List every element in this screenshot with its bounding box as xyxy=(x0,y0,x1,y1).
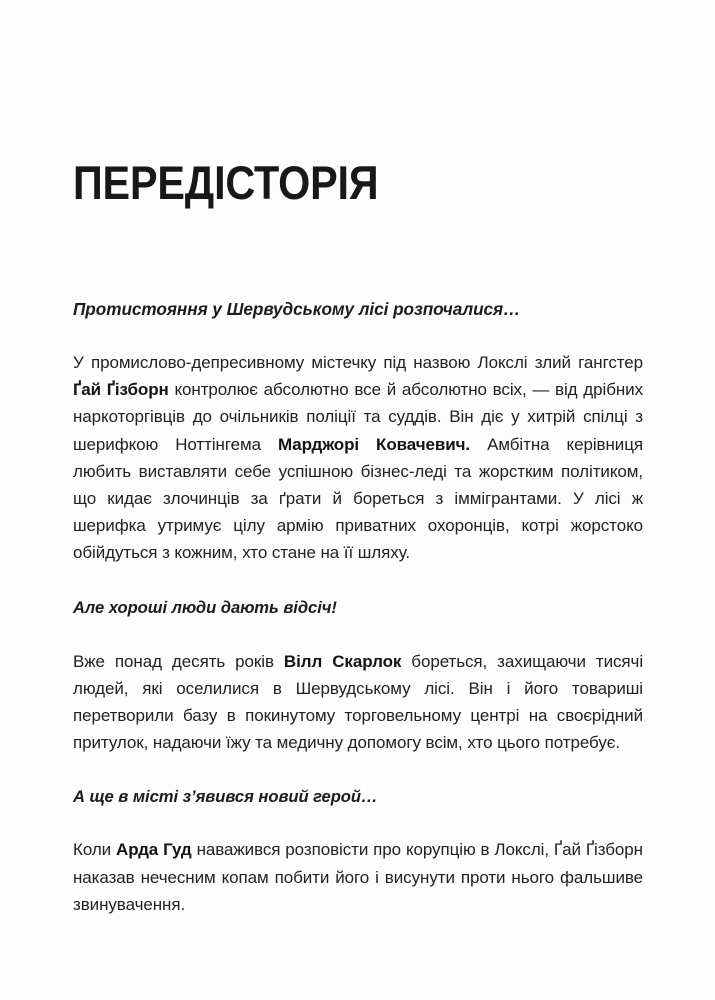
paragraph-2 xyxy=(73,648,643,757)
character-name-will-scarlok: Вілл Скарлок xyxy=(283,651,402,671)
chapter-title: ПЕРЕДІСТОРІЯ xyxy=(73,156,379,209)
spacer xyxy=(73,621,643,648)
paragraph-1-segment-3: Амбітна керівниця любить виставляти себе успішною бізнес-леді та жорстким політиком, що кидає злочинців за ґрати й бореться з іммігрантами. У лісі ж шерифка утримує цілу армію приватних охоронців, котрі жорстоко обійдуться з кожним, хто стане на її шляху. xyxy=(73,434,643,563)
paragraph-1 xyxy=(73,349,643,567)
character-name-guy-gisborne: Ґай Ґізборн xyxy=(73,380,169,400)
paragraph-2-segment-2: бореться, захищаючи тисячі людей, які оселилися в Шервудському лісі. Він і його товариші перетворили базу в покинутому торговельному центрі на своєрідний притулок, надаючи їжу та медичну допомогу всім, хто цього потребує. xyxy=(73,651,644,753)
spacer xyxy=(73,756,643,783)
paragraph-3-segment-1: Коли xyxy=(73,840,116,860)
lede-paragraph: Протистояння у Шервудському лісі розпочалися… xyxy=(73,299,521,319)
subheading-3: А ще в місті з’явився новий герой… xyxy=(73,787,378,807)
character-name-arda-hud: Арда Гуд xyxy=(116,840,192,860)
paragraph-3-segment-2: наважився розповісти про корупцію в Локслі, Ґай Ґізборн наказав нечесним копам побити його і висунути проти нього фальшиве звинувачення. xyxy=(73,840,643,914)
character-name-marjorie-kovachevych: Марджорі Ковачевич. xyxy=(277,434,471,454)
body-text-block xyxy=(73,296,643,918)
paragraph-1-segment-2: контролює абсолютно все й абсолютно всіх, — від дрібних наркоторгівців до очільників поліції та суддів. Він діє у хитрій спілці з шерифкою Ноттінгема xyxy=(73,380,643,454)
spacer xyxy=(73,810,643,836)
spacer xyxy=(73,323,643,349)
subheading-2: Але хороші люди дають відсіч! xyxy=(73,597,337,617)
paragraph-1-segment-1: У промислово-депресивному містечку під назвою Локслі злий гангстер xyxy=(73,353,643,372)
paragraph-2-segment-1: Вже понад десять років xyxy=(73,651,284,671)
paragraph-3 xyxy=(73,836,643,918)
spacer xyxy=(73,567,643,594)
